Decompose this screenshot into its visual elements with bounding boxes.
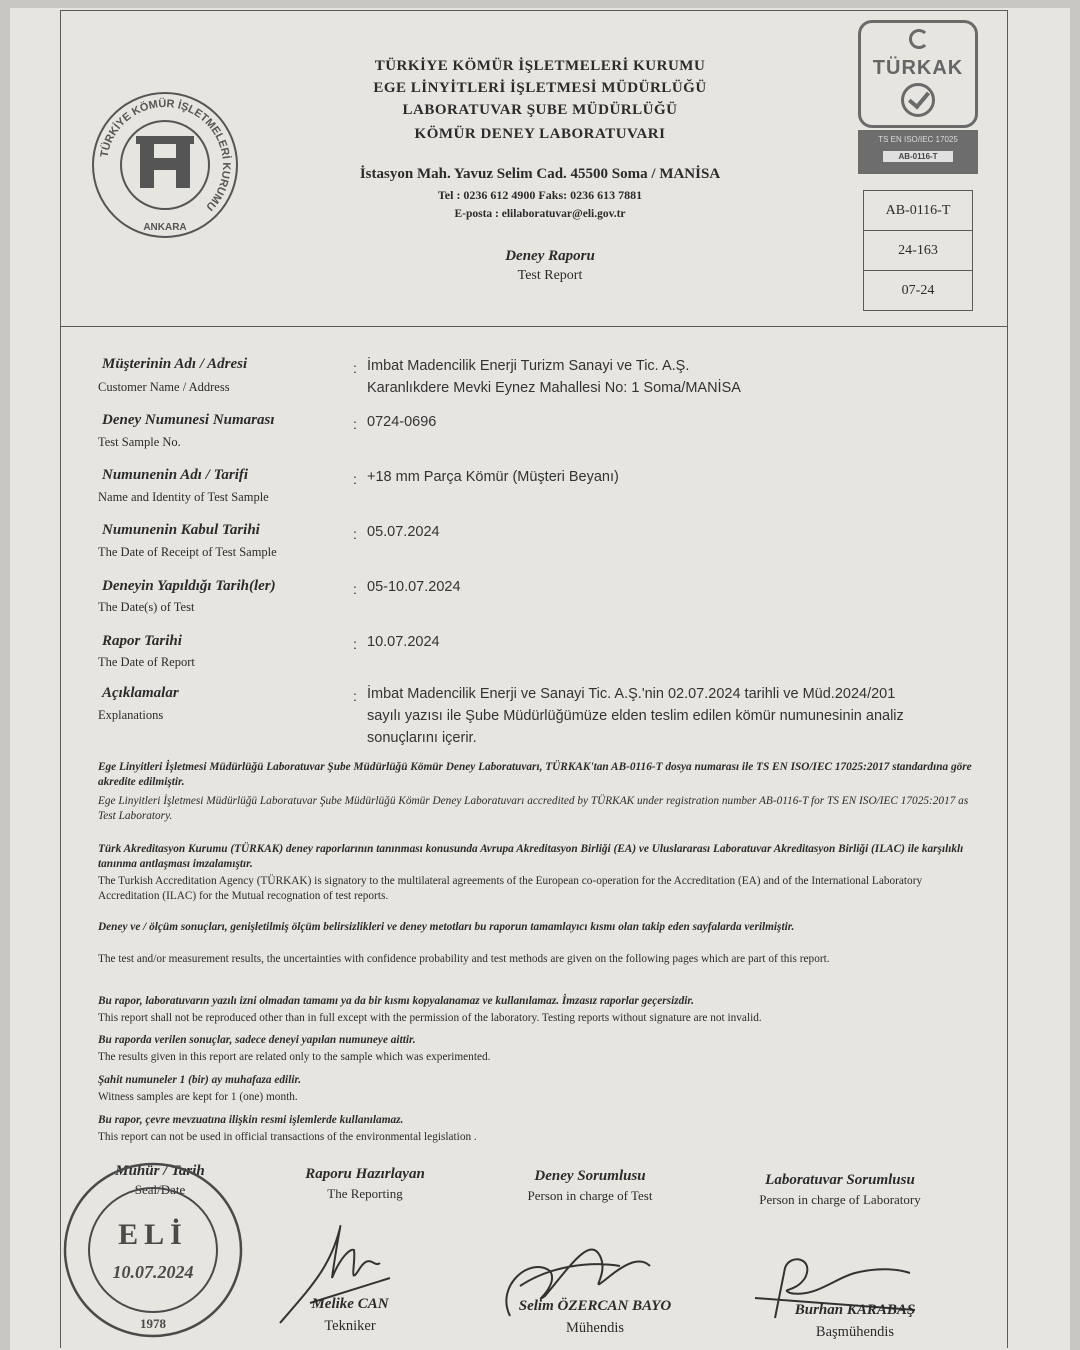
org-line-2: EGE LİNYİTLERİ İŞLETMESİ MÜDÜRLÜĞÜ bbox=[373, 80, 707, 96]
check-icon bbox=[901, 83, 935, 117]
field-label-en: The Date(s) of Test bbox=[98, 600, 195, 614]
field-colon: : bbox=[353, 471, 357, 487]
para-results-tr: Deney ve / ölçüm sonuçları, genişletilmiş ölçüm belirsizlikleri ve deney metotları bu raporun tamamlayıcı kısmı olan takip eden sayfalarda verilmiştir. bbox=[98, 921, 795, 933]
field-value: 05-10.07.2024 bbox=[367, 579, 461, 595]
para-copy-en: This report shall not be reproduced other than in full except with the permission of the laboratory. Testing reports without signature are not invalid. bbox=[98, 1012, 762, 1024]
field-colon: : bbox=[353, 688, 357, 704]
field-value: 10.07.2024 bbox=[367, 634, 440, 650]
document-page bbox=[10, 8, 1070, 1350]
field-colon: : bbox=[353, 360, 357, 376]
para-witness-tr: Şahit numuneler 1 (bir) ay muhafaza edilir. bbox=[98, 1074, 302, 1086]
field-value: İmbat Madencilik Enerji ve Sanayi Tic. A.Ş.'nin 02.07.2024 tarihli ve Müd.2024/201 bbox=[367, 686, 896, 702]
field-label-en: Explanations bbox=[98, 708, 164, 722]
field-label-tr: Numunenin Kabul Tarihi bbox=[102, 522, 260, 538]
field-value-line2: Karanlıkdere Mevki Eynez Mahallesi No: 1 Soma/MANİSA bbox=[367, 380, 741, 396]
report-subtitle: Test Report bbox=[517, 268, 583, 283]
turkak-band-text: TS EN ISO/IEC 17025 bbox=[878, 135, 958, 144]
crescent-icon bbox=[909, 29, 929, 49]
field-label-en: The Date of Report bbox=[98, 655, 195, 669]
reporter-title: Raporu Hazırlayan bbox=[305, 1166, 425, 1182]
para-witness-en: Witness samples are kept for 1 (one) month. bbox=[98, 1091, 298, 1103]
field-label-tr: Deneyin Yapıldığı Tarih(ler) bbox=[102, 578, 276, 594]
lab-responsible-role: Başmühendis bbox=[815, 1324, 895, 1340]
field-label-en: Name and Identity of Test Sample bbox=[98, 490, 269, 504]
field-label-tr: Müşterinin Adı / Adresi bbox=[102, 356, 248, 372]
field-label-tr: Açıklamalar bbox=[102, 685, 179, 701]
field-colon: : bbox=[353, 416, 357, 432]
phone-fax: Tel : 0236 612 4900 Faks: 0236 613 7881 bbox=[437, 188, 643, 202]
para-sample-en: The results given in this report are related only to the sample which was experimented. bbox=[98, 1051, 491, 1063]
para-legislation-en: This report can not be used in official transactions of the environmental legislation . bbox=[98, 1131, 477, 1143]
report-period: 07-24 bbox=[901, 283, 935, 298]
field-label-tr: Deney Numunesi Numarası bbox=[102, 412, 275, 428]
svg-text:1978: 1978 bbox=[140, 1316, 166, 1331]
para-sample-tr: Bu raporda verilen sonuçlar, sadece deneyi yapılan numuneye aittir. bbox=[98, 1034, 416, 1046]
field-colon: : bbox=[353, 636, 357, 652]
field-value: +18 mm Parça Kömür (Müşteri Beyanı) bbox=[367, 469, 619, 485]
field-label-tr: Rapor Tarihi bbox=[102, 633, 182, 649]
institution-seal-icon bbox=[90, 90, 240, 240]
para-accreditation-en: Ege Linyitleri İşletmesi Müdürlüğü Laboratuvar Şube Müdürlüğü Kömür Deney Laboratuvarı accredited by TÜRKAK under registration number AB-0116-T for TS EN ISO/IEC 17025:2017 as Test Laboratory. bbox=[98, 795, 969, 822]
org-line-4: KÖMÜR DENEY LABORATUVARI bbox=[414, 126, 666, 142]
code-box bbox=[863, 190, 973, 311]
test-responsible-title: Deney Sorumlusu bbox=[534, 1168, 646, 1184]
svg-text:10.07.2024: 10.07.2024 bbox=[112, 1262, 194, 1282]
para-copy-tr: Bu rapor, laboratuvarın yazılı izni olmadan tamamı ya da bir kısmı kopyalanamaz ve kullanılamaz. İmzasız raporlar geçersizdir. bbox=[98, 995, 694, 1007]
org-line-3: LABORATUVAR ŞUBE MÜDÜRLÜĞÜ bbox=[402, 102, 678, 118]
svg-text:ANKARA: ANKARA bbox=[143, 222, 187, 233]
email: E-posta : elilaboratuvar@eli.gov.tr bbox=[454, 208, 626, 220]
field-value: 0724-0696 bbox=[367, 414, 437, 430]
field-label-tr: Numunenin Adı / Tarifi bbox=[102, 467, 249, 483]
para-accreditation-tr: Ege Linyitleri İşletmesi Müdürlüğü Laboratuvar Şube Müdürlüğü Kömür Deney Laboratuvarı, TÜRKAK'tan AB-0116-T dosya numarası ile TS EN ISO/IEC 17025:2017 standardına göre akredite edilmiştir. bbox=[98, 761, 972, 788]
address: İstasyon Mah. Yavuz Selim Cad. 45500 Soma / MANİSA bbox=[359, 166, 721, 182]
test-responsible-role: Mühendis bbox=[566, 1320, 624, 1336]
test-responsible-name: Selim ÖZERCAN BAYO bbox=[518, 1298, 672, 1314]
field-label-en: Customer Name / Address bbox=[98, 380, 230, 394]
report-title: Deney Raporu bbox=[505, 248, 595, 264]
org-line-1: TÜRKİYE KÖMÜR İŞLETMELERİ KURUMU bbox=[374, 58, 706, 74]
reporter-role: Tekniker bbox=[324, 1318, 376, 1334]
turkak-band-code: AB-0116-T bbox=[883, 151, 953, 162]
report-number: 24-163 bbox=[864, 231, 972, 271]
para-legislation-tr: Bu rapor, çevre mevzuatına ilişkin resmi işlemlerde kullanılamaz. bbox=[98, 1114, 404, 1126]
lab-responsible-title-en: Person in charge of Laboratory bbox=[759, 1192, 921, 1207]
official-stamp-icon bbox=[58, 1158, 248, 1343]
field-value-line3: sonuçlarını içerir. bbox=[367, 730, 477, 746]
test-responsible-title-en: Person in charge of Test bbox=[527, 1188, 653, 1203]
field-value-line2: sayılı yazısı ile Şube Müdürlüğümüze elden teslim edilen kömür numunesinin analiz bbox=[367, 708, 904, 724]
reporter-name: Melike CAN bbox=[311, 1296, 389, 1312]
svg-text:ELİ: ELİ bbox=[118, 1218, 188, 1251]
reporter-title-en: The Reporting bbox=[327, 1186, 403, 1201]
seal-date-label: Mühür / Tarih bbox=[115, 1163, 205, 1179]
header-divider bbox=[60, 326, 1008, 327]
lab-responsible-name: Burhan KARABAŞ bbox=[794, 1302, 916, 1318]
svg-text:TÜRKİYE KÖMÜR İŞLETMELERİ KURU: TÜRKİYE KÖMÜR İŞLETMELERİ KURUMU bbox=[98, 97, 233, 213]
para-turkak-en: The Turkish Accreditation Agency (TÜRKAK) is signatory to the multilateral agreements of the European co-operation for the Accreditation (EA) and of the International Laboratory Accreditation (ILAC) for the Mutual recognation of test reports. bbox=[98, 875, 923, 902]
turkak-logo-text: TÜRKAK bbox=[872, 57, 964, 79]
seal-date-label-en: Seal/Date bbox=[134, 1182, 186, 1197]
turkak-accreditation-band bbox=[858, 130, 978, 174]
field-label-en: Test Sample No. bbox=[98, 435, 181, 449]
para-turkak-tr: Türk Akreditasyon Kurumu (TÜRKAK) deney raporlarının tanınması konusunda Avrupa Akreditasyon Birliği (EA) ve Uluslararası Laboratuvar Akreditasyon Birliği (ILAC) ile karşılıklı tanınma antlaşması imzalamıştır. bbox=[98, 843, 964, 870]
field-colon: : bbox=[353, 581, 357, 597]
field-colon: : bbox=[353, 526, 357, 542]
accreditation-code: AB-0116-T bbox=[864, 191, 972, 231]
lab-responsible-title: Laboratuvar Sorumlusu bbox=[765, 1172, 915, 1188]
field-value: İmbat Madencilik Enerji Turizm Sanayi ve Tic. A.Ş. bbox=[367, 358, 690, 374]
field-label-en: The Date of Receipt of Test Sample bbox=[98, 545, 277, 559]
field-value: 05.07.2024 bbox=[367, 524, 440, 540]
turkak-logo bbox=[858, 20, 978, 128]
para-results-en: The test and/or measurement results, the uncertainties with confidence probability and test methods are given on the following pages which are part of this report. bbox=[98, 953, 830, 965]
